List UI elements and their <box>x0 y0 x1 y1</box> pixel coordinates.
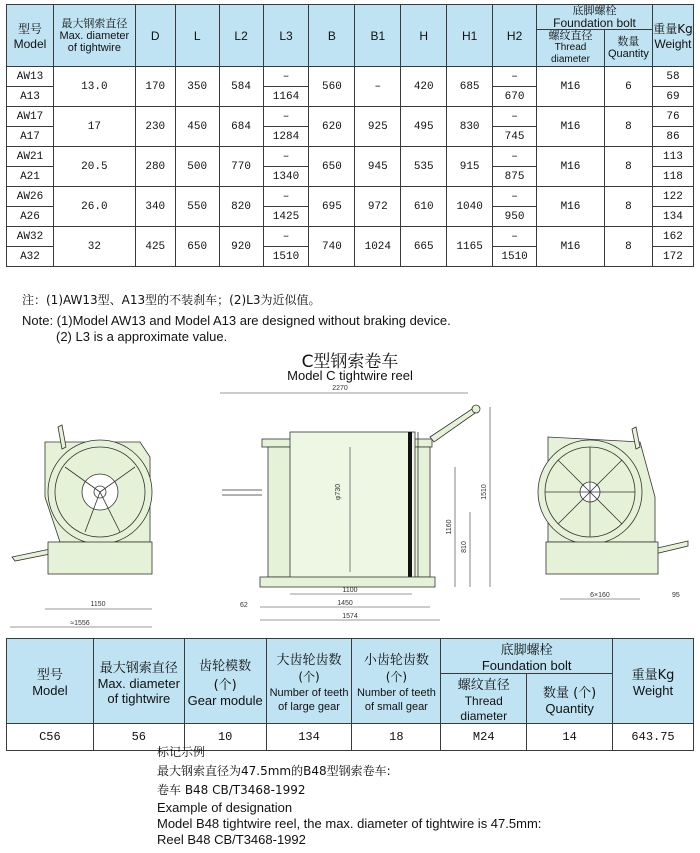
cell-l2: 684 <box>219 107 263 147</box>
col-b: B <box>309 5 355 67</box>
dim-62: 62 <box>240 602 248 609</box>
col-thread-diameter: 螺纹直径 Thread diameter <box>537 30 605 67</box>
cell-b: 650 <box>309 147 355 187</box>
c-cell-dia: 56 <box>93 724 184 751</box>
cell-l3: – <box>263 187 309 207</box>
cell-h1: 1040 <box>447 187 493 227</box>
cell-weight: 162 <box>652 227 693 247</box>
cell-b1: 1024 <box>355 227 401 267</box>
table-row <box>7 147 694 167</box>
cell-d: 170 <box>135 67 175 107</box>
cell-l3: – <box>263 67 309 87</box>
cell-quantity: 8 <box>604 187 652 227</box>
c-col-foundation-bolt: 底脚螺栓 Foundation bolt <box>441 639 613 674</box>
cell-d: 230 <box>135 107 175 147</box>
side-view-left <box>12 425 152 574</box>
specs-table-body <box>7 67 694 267</box>
specs-table <box>6 4 694 267</box>
cell-l: 500 <box>175 147 219 187</box>
c-col-model: 型号 Model <box>7 639 94 724</box>
cell-l3: 1425 <box>263 207 309 227</box>
cell-h2: 1510 <box>493 247 537 267</box>
cell-l2: 920 <box>219 227 263 267</box>
cell-b1: 945 <box>355 147 401 187</box>
cell-thread: M16 <box>537 227 605 267</box>
cell-weight: 58 <box>652 67 693 87</box>
cell-h2: – <box>493 67 537 87</box>
cell-model: A26 <box>7 207 54 227</box>
c-col-weight: 重量Kg Weight <box>613 639 694 724</box>
note-en-1: Note: (1)Model AW13 and Model A13 are designed without braking device. <box>22 313 451 328</box>
dim-1160: 1160 <box>446 519 453 535</box>
c-table-row <box>7 724 694 751</box>
dim-95: 95 <box>672 592 680 599</box>
dim-2270: 2270 <box>332 385 348 392</box>
footer-line-4: Example of designation <box>157 800 293 815</box>
cell-weight: 113 <box>652 147 693 167</box>
cell-b: 560 <box>309 67 355 107</box>
cell-weight: 134 <box>652 207 693 227</box>
cell-thread: M16 <box>537 147 605 187</box>
footer-line-2: 最大钢索直径为47.5mm的B48型钢索卷车: <box>157 764 391 778</box>
cell-l3: – <box>263 227 309 247</box>
cell-h: 665 <box>401 227 447 267</box>
cell-l3: 1510 <box>263 247 309 267</box>
c-col-gear-module: 齿轮模数 (个) Gear module <box>184 639 266 724</box>
cell-model: AW13 <box>7 67 54 87</box>
cell-l: 650 <box>175 227 219 267</box>
dim-730: φ730 <box>335 483 342 501</box>
cell-quantity: 8 <box>604 227 652 267</box>
c-cell-small: 18 <box>352 724 441 751</box>
cell-model: AW21 <box>7 147 54 167</box>
cell-thread: M16 <box>537 187 605 227</box>
col-l2: L2 <box>219 5 263 67</box>
col-quantity: 数量 Quantity <box>604 30 652 67</box>
cell-h2: 745 <box>493 127 537 147</box>
col-d: D <box>135 5 175 67</box>
cell-l3: 1284 <box>263 127 309 147</box>
cell-l3: 1340 <box>263 167 309 187</box>
cell-h2: 670 <box>493 87 537 107</box>
cell-model: A17 <box>7 127 54 147</box>
col-weight: 重量Kg Weight <box>652 5 693 67</box>
cell-model: A32 <box>7 247 54 267</box>
cell-model: A21 <box>7 167 54 187</box>
c-cell-gear: 10 <box>184 724 266 751</box>
cell-max-diameter: 32 <box>53 227 135 267</box>
c-col-large-gear: 大齿轮齿数 (个) Number of teeth of large gear <box>266 639 352 724</box>
dim-1556: ≈1556 <box>70 620 90 627</box>
cell-l2: 770 <box>219 147 263 187</box>
cell-h2: – <box>493 227 537 247</box>
c-cell-weight: 643.75 <box>613 724 694 751</box>
cell-l3: – <box>263 147 309 167</box>
cell-d: 280 <box>135 147 175 187</box>
cell-model: AW17 <box>7 107 54 127</box>
cell-weight: 122 <box>652 187 693 207</box>
dim-1100: 1100 <box>342 587 358 594</box>
dim-6x160: 6×160 <box>590 592 610 599</box>
cell-b1: 925 <box>355 107 401 147</box>
reel-diagram <box>0 347 700 637</box>
cell-h1: 830 <box>447 107 493 147</box>
footer-line-5: Model B48 tightwire reel, the max. diameter of tightwire is 47.5mm: <box>157 816 542 831</box>
note-en-2: (2) L3 is a approximate value. <box>56 329 228 344</box>
cell-thread: M16 <box>537 67 605 107</box>
cell-max-diameter: 13.0 <box>53 67 135 107</box>
col-h: H <box>401 5 447 67</box>
table-row <box>7 107 694 127</box>
cell-max-diameter: 20.5 <box>53 147 135 187</box>
cell-h: 610 <box>401 187 447 227</box>
c-col-quantity: 数量 (个) Quantity <box>527 674 613 724</box>
cell-model: A13 <box>7 87 54 107</box>
cell-l: 350 <box>175 67 219 107</box>
c-cell-large: 134 <box>266 724 352 751</box>
cell-quantity: 8 <box>604 147 652 187</box>
cell-b: 620 <box>309 107 355 147</box>
cell-h1: 915 <box>447 147 493 187</box>
cell-h2: 950 <box>493 207 537 227</box>
c-col-max-diameter: 最大钢索直径 Max. diameter of tightwire <box>93 639 184 724</box>
cell-b1: – <box>355 67 401 107</box>
dim-1450: 1450 <box>337 600 353 607</box>
cell-l3: 1164 <box>263 87 309 107</box>
c-model-table <box>6 638 694 751</box>
cell-l: 550 <box>175 187 219 227</box>
cell-d: 425 <box>135 227 175 267</box>
c-cell-qty: 14 <box>527 724 613 751</box>
col-l: L <box>175 5 219 67</box>
cell-max-diameter: 26.0 <box>53 187 135 227</box>
table-row <box>7 227 694 247</box>
col-l3: L3 <box>263 5 309 67</box>
col-h1: H1 <box>447 5 493 67</box>
dim-810: 810 <box>461 541 468 553</box>
dim-1510: 1510 <box>481 484 488 500</box>
dim-1150: 1150 <box>90 601 106 608</box>
cell-weight: 69 <box>652 87 693 107</box>
footer-line-1: 标记示例 <box>157 745 206 759</box>
cell-weight: 118 <box>652 167 693 187</box>
cell-l2: 584 <box>219 67 263 107</box>
cell-model: AW26 <box>7 187 54 207</box>
front-view <box>222 405 480 587</box>
cell-model: AW32 <box>7 227 54 247</box>
cell-b: 695 <box>309 187 355 227</box>
cell-thread: M16 <box>537 107 605 147</box>
footer-line-3: 卷车 B48 CB/T3468-1992 <box>157 783 306 797</box>
cell-h2: 875 <box>493 167 537 187</box>
cell-h2: – <box>493 187 537 207</box>
cell-h2: – <box>493 147 537 167</box>
cell-h: 535 <box>401 147 447 187</box>
col-foundation-bolt: 底脚螺栓 Foundation bolt <box>537 5 653 30</box>
cell-b: 740 <box>309 227 355 267</box>
diagram-title-zh: C型钢索卷车 <box>301 352 399 372</box>
cell-weight: 86 <box>652 127 693 147</box>
footer-line-6: Reel B48 CB/T3468-1992 <box>157 832 306 847</box>
cell-weight: 172 <box>652 247 693 267</box>
col-max-diameter: 最大钢索直径 Max. diameter of tightwire <box>53 5 135 67</box>
cell-l3: – <box>263 107 309 127</box>
cell-l2: 820 <box>219 187 263 227</box>
cell-max-diameter: 17 <box>53 107 135 147</box>
col-model: 型号 Model <box>7 5 54 67</box>
cell-d: 340 <box>135 187 175 227</box>
cell-l: 450 <box>175 107 219 147</box>
c-col-small-gear: 小齿轮齿数 (个) Number of teeth of small gear <box>352 639 441 724</box>
c-cell-model: C56 <box>7 724 94 751</box>
col-h2: H2 <box>493 5 537 67</box>
cell-weight: 76 <box>652 107 693 127</box>
side-view-right <box>538 427 688 574</box>
col-b1: B1 <box>355 5 401 67</box>
cell-h: 420 <box>401 67 447 107</box>
cell-quantity: 6 <box>604 67 652 107</box>
dim-1574: 1574 <box>342 613 358 620</box>
cell-h1: 1165 <box>447 227 493 267</box>
table-row <box>7 67 694 87</box>
cell-h1: 685 <box>447 67 493 107</box>
note-zh: 注：(1)AW13型、A13型的不装刹车；(2)L3为近似值。 <box>22 293 321 307</box>
c-col-thread: 螺纹直径 Thread diameter <box>441 674 527 724</box>
cell-h2: – <box>493 107 537 127</box>
table-row <box>7 187 694 207</box>
cell-b1: 972 <box>355 187 401 227</box>
diagram-title-en: Model C tightwire reel <box>287 368 413 383</box>
reel-drawing <box>0 347 700 637</box>
cell-quantity: 8 <box>604 107 652 147</box>
cell-h: 495 <box>401 107 447 147</box>
c-cell-thread: M24 <box>441 724 527 751</box>
